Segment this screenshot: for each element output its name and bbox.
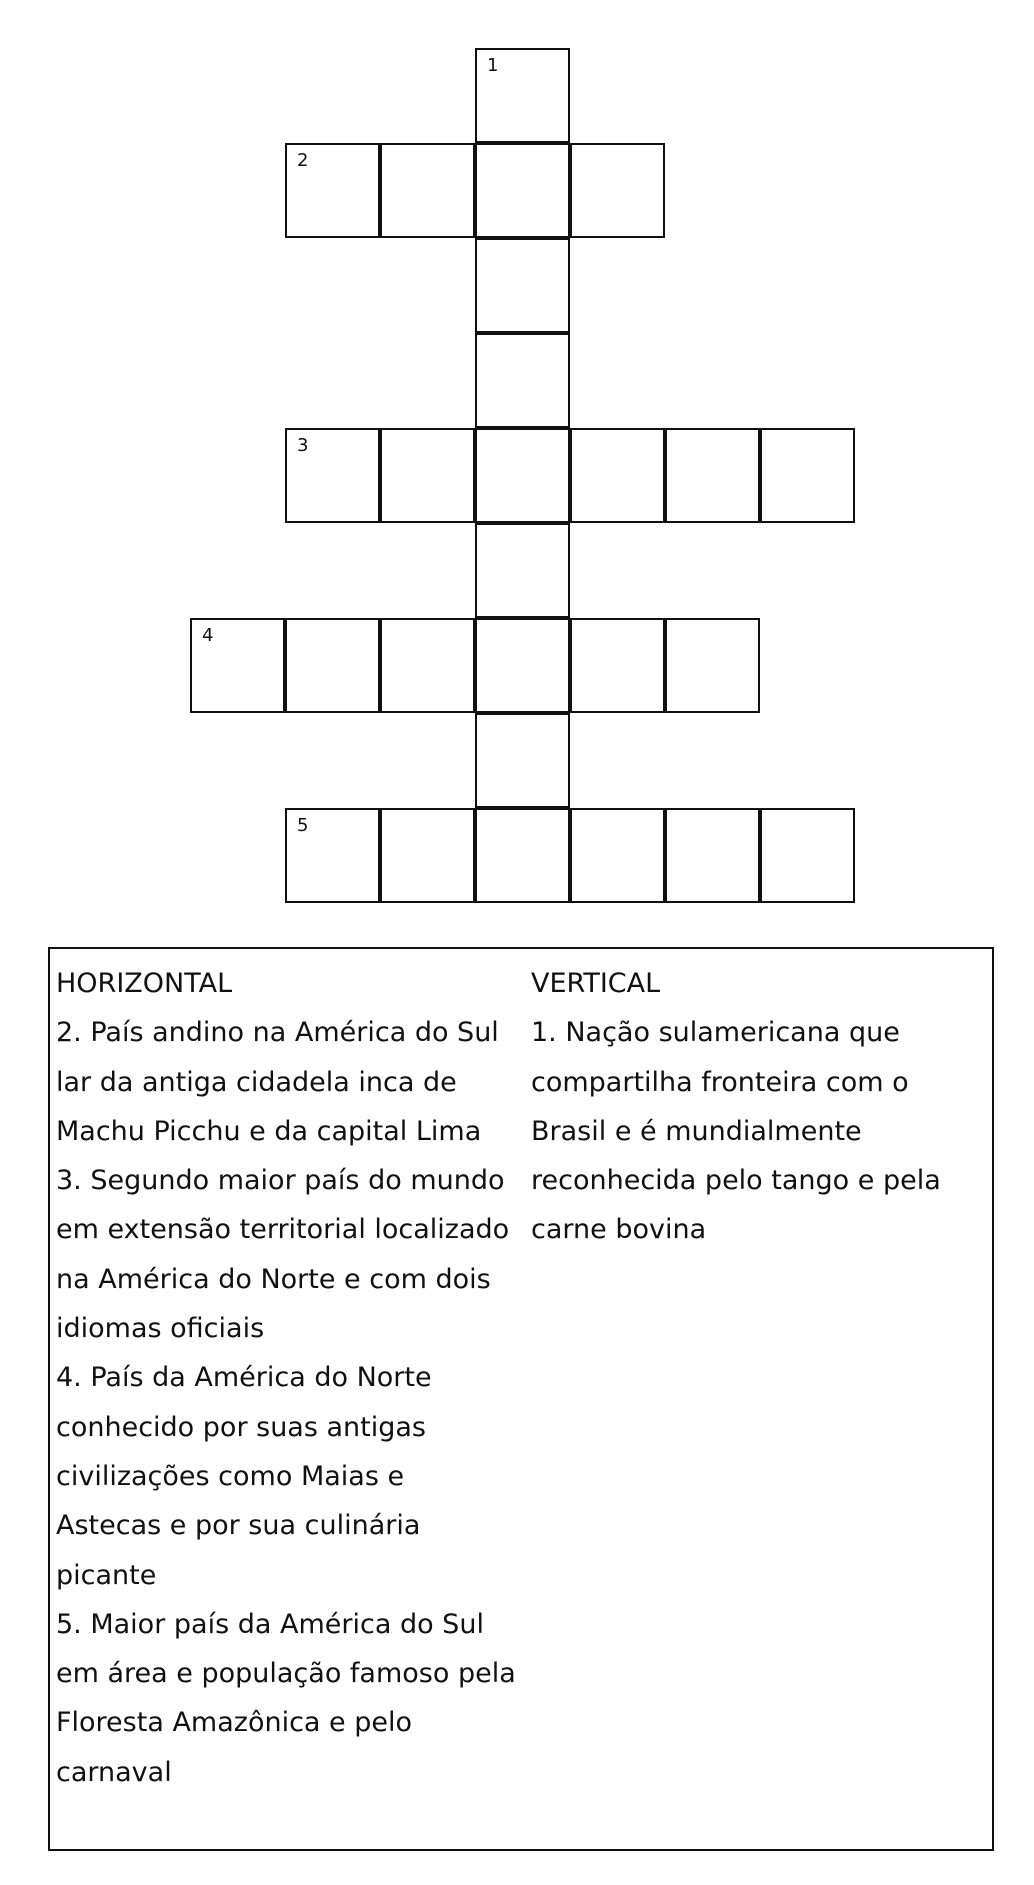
clue-number: 5 (297, 815, 309, 836)
crossword-cell[interactable] (665, 428, 760, 523)
horizontal-clue-line: conhecido por suas antigas (56, 1411, 426, 1443)
vertical-clue-line: carne bovina (531, 1214, 707, 1246)
crossword-cell[interactable] (380, 428, 475, 523)
horizontal-clue-line: em extensão territorial localizado (56, 1214, 510, 1246)
crossword-cell[interactable] (570, 808, 665, 903)
crossword-cell[interactable] (475, 713, 570, 808)
crossword-cell[interactable] (475, 523, 570, 618)
vertical-clue-line: 1. Nação sulamericana que (531, 1017, 900, 1049)
horizontal-clues (56, 959, 522, 1797)
crossword-cell[interactable] (475, 428, 570, 523)
crossword-cell[interactable] (760, 428, 855, 523)
crossword-cell[interactable] (380, 143, 475, 238)
horizontal-clue-line: 3. Segundo maior país do mundo (56, 1165, 505, 1197)
crossword-cell[interactable] (665, 618, 760, 713)
horizontal-clue-line: lar da antiga cidadela inca de (56, 1066, 457, 1098)
crossword-cell[interactable] (285, 808, 380, 903)
vertical-clue-line: compartilha fronteira com o (531, 1066, 909, 1098)
vertical-heading: VERTICAL (531, 968, 661, 999)
horizontal-clue-line: Floresta Amazônica e pelo (56, 1707, 413, 1739)
horizontal-heading: HORIZONTAL (56, 968, 233, 999)
crossword-cell[interactable] (570, 143, 665, 238)
crossword-cell[interactable] (285, 143, 380, 238)
horizontal-clue-line: civilizações como Maias e (56, 1460, 405, 1492)
clue-number: 3 (297, 435, 309, 456)
crossword-cell[interactable] (475, 808, 570, 903)
crossword-cell[interactable] (665, 808, 760, 903)
vertical-clue-line: reconhecida pelo tango e pela (531, 1165, 941, 1197)
vertical-clues (531, 959, 971, 1255)
crossword-cell[interactable] (285, 618, 380, 713)
crossword-cell[interactable] (475, 238, 570, 333)
crossword-cell[interactable] (475, 333, 570, 428)
clue-box (48, 947, 994, 1851)
horizontal-clue-line: picante (56, 1559, 157, 1591)
crossword-cell[interactable] (760, 808, 855, 903)
crossword-grid (0, 0, 1034, 910)
clue-number: 1 (487, 55, 499, 76)
crossword-cell[interactable] (285, 428, 380, 523)
horizontal-clue-line: na América do Norte e com dois (56, 1263, 491, 1295)
clue-number: 2 (297, 150, 309, 171)
crossword-cell[interactable] (475, 48, 570, 143)
crossword-cell[interactable] (475, 618, 570, 713)
crossword-cell[interactable] (190, 618, 285, 713)
crossword-cell[interactable] (570, 428, 665, 523)
clue-number: 4 (202, 625, 214, 646)
horizontal-clue-line: Astecas e por sua culinária (56, 1510, 421, 1542)
horizontal-clue-line: idiomas oficiais (56, 1313, 265, 1345)
horizontal-clue-line: 5. Maior país da América do Sul (56, 1608, 484, 1640)
horizontal-clue-line: em área e população famoso pela (56, 1658, 516, 1690)
crossword-cell[interactable] (570, 618, 665, 713)
horizontal-clue-line: Machu Picchu e da capital Lima (56, 1115, 482, 1147)
horizontal-clue-line: carnaval (56, 1756, 172, 1788)
crossword-cell[interactable] (380, 808, 475, 903)
vertical-clue-line: Brasil e é mundialmente (531, 1115, 862, 1147)
crossword-cell[interactable] (380, 618, 475, 713)
crossword-cell[interactable] (475, 143, 570, 238)
horizontal-clue-line: 4. País da América do Norte (56, 1362, 432, 1394)
horizontal-clue-line: 2. País andino na América do Sul (56, 1017, 499, 1049)
